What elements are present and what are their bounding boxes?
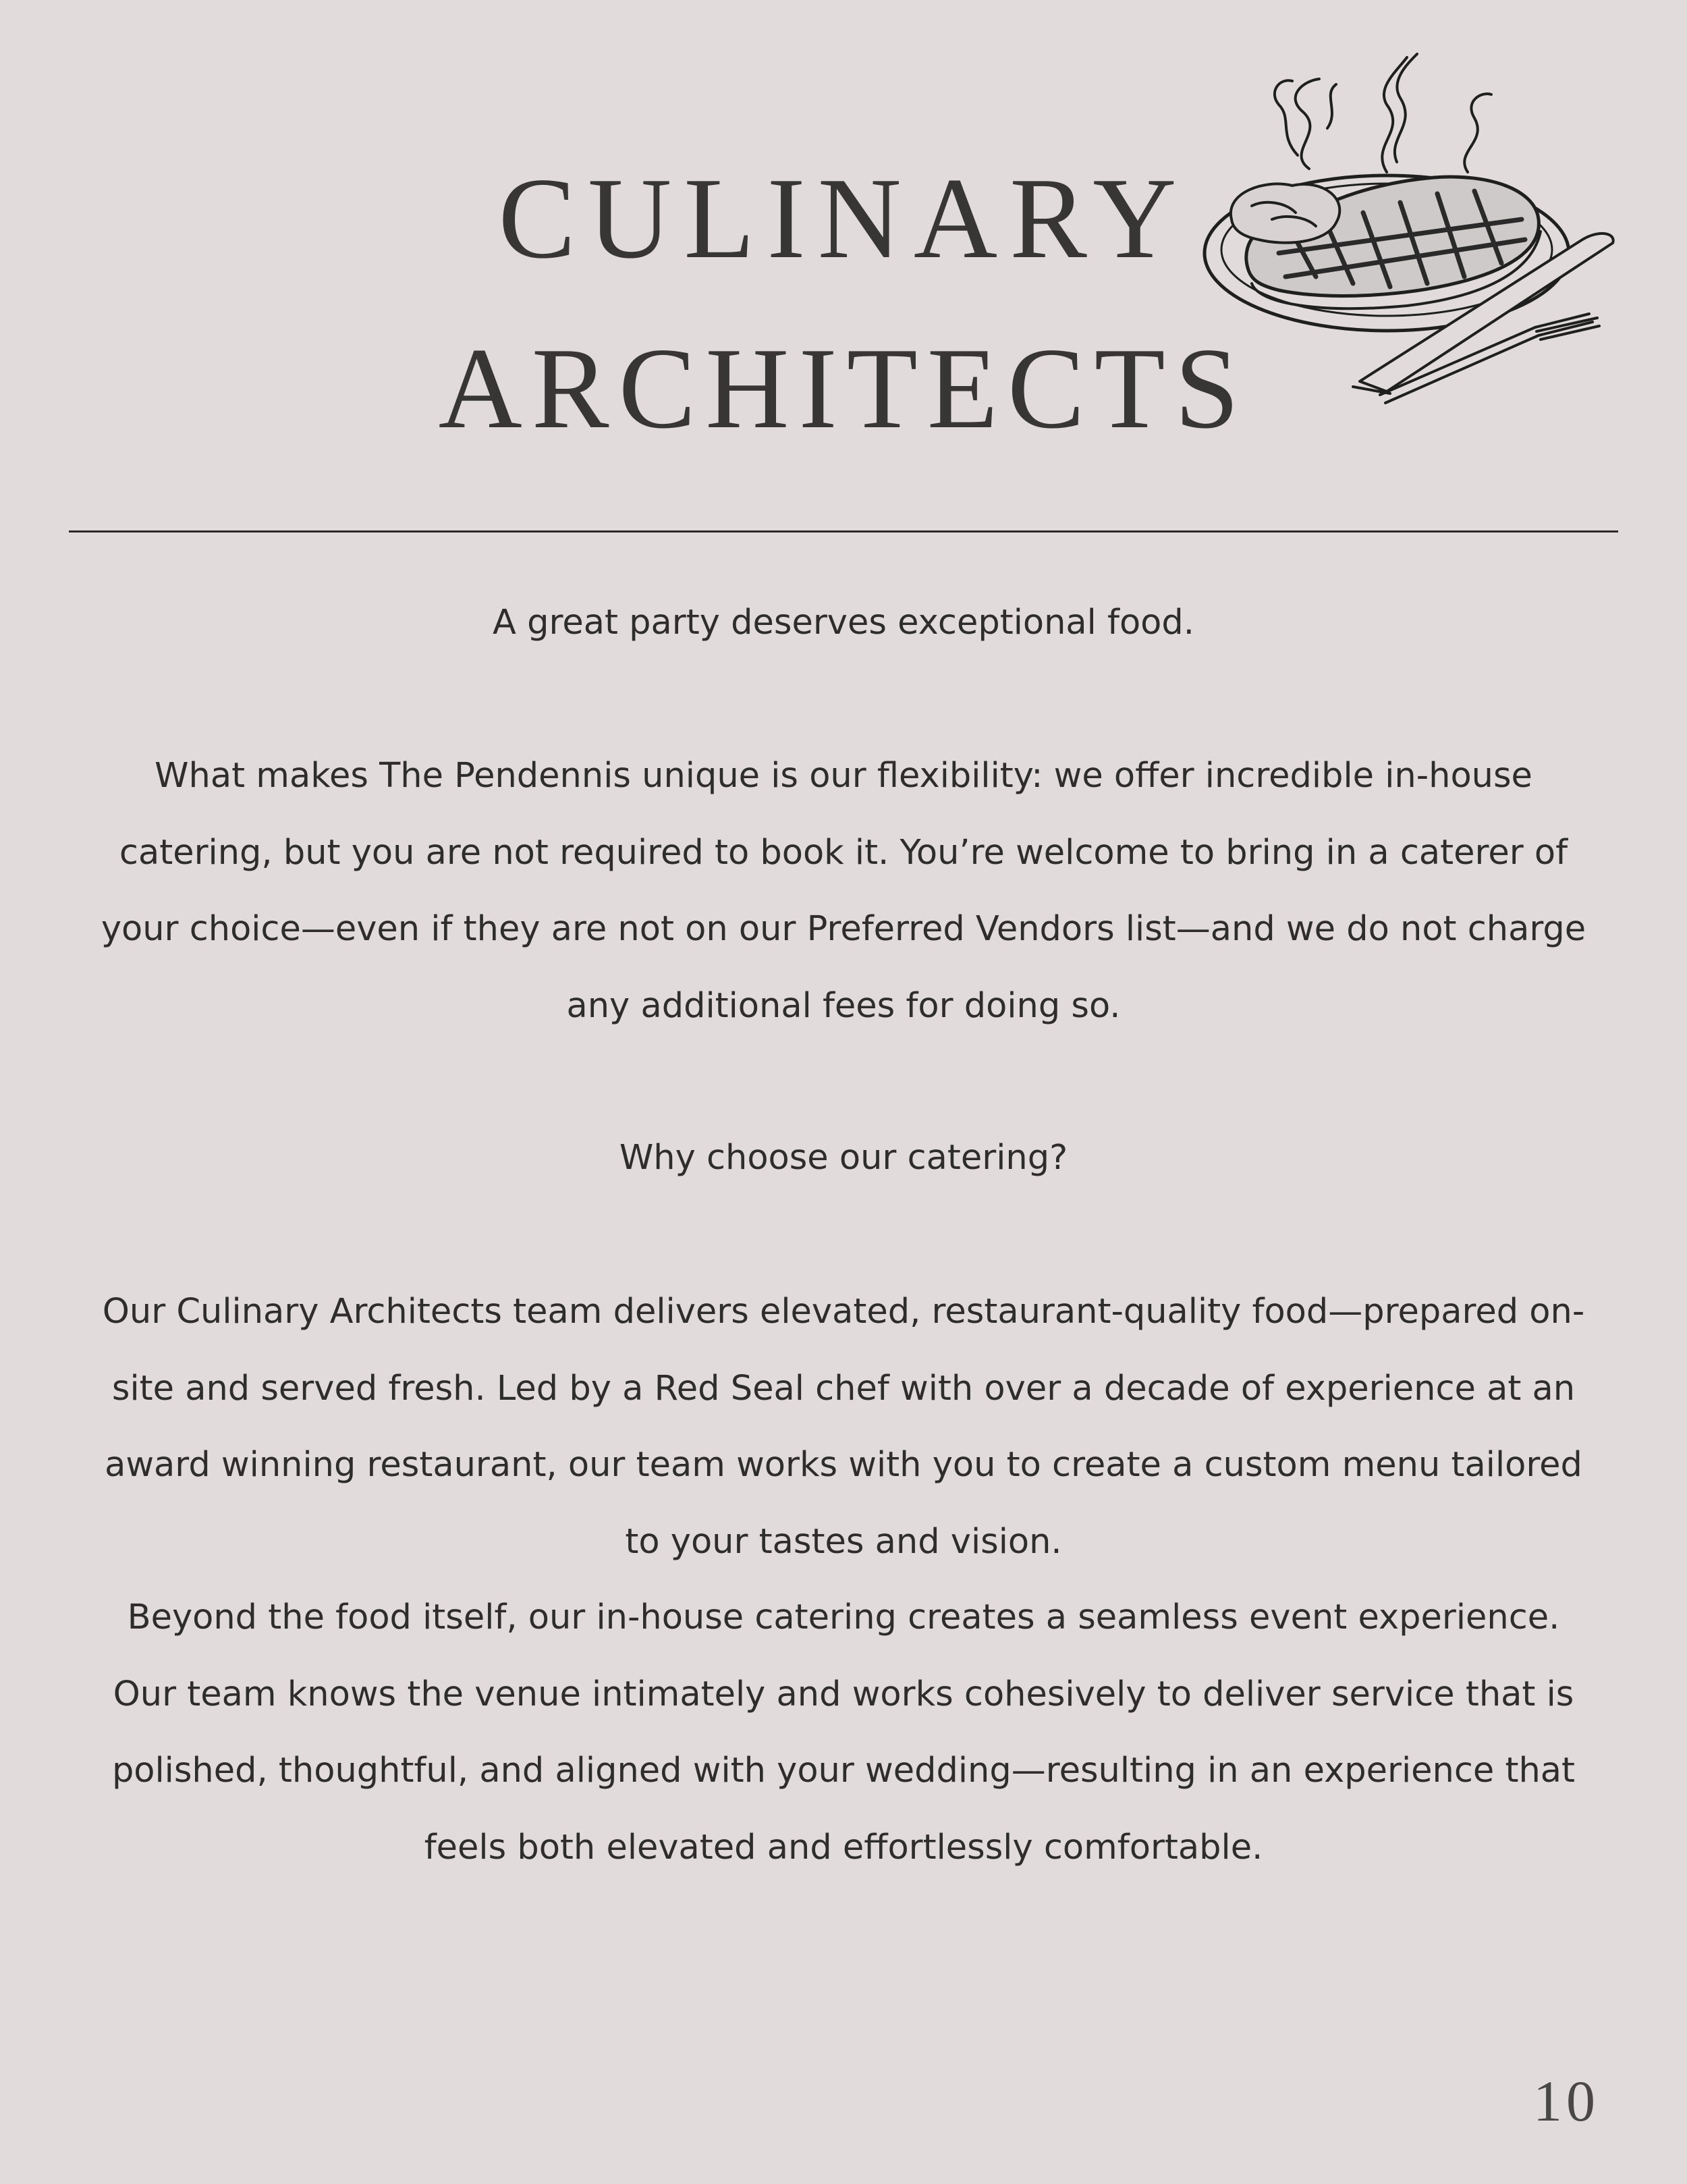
team-paragraph: Our Culinary Architects team delivers elevated, restaurant-quality food—prepared on-site and served fresh. Led by a Red Seal chef with over a decade of experience at an award winning restaurant, our team works with you to create a custom menu tailored to your tastes and vision. [102,1292,1585,1562]
steam-icon [1275,54,1491,172]
side-dish-icon [1231,184,1339,242]
page-title-line-2: ARCHITECTS [438,325,1249,453]
flexibility-paragraph: What makes The Pendennis unique is our flexibility: we offer incredible in-house catering, but you are not required to book it. You’re welcome to bring in a caterer of your choice—even if they are not on our Preferred Vendors list—and we do not charge any additional fees for doing so. [101,756,1586,1026]
intro-text: A great party deserves exceptional food. [493,603,1194,643]
page-title-line-1: CULINARY [498,155,1189,283]
page-number: 10 [1533,2069,1599,2133]
catering-question: Why choose our catering? [619,1138,1068,1178]
experience-paragraph: Beyond the food itself, our in-house catering creates a seamless event experience. Our team knows the venue intimately and works cohesively to deliver service that is polished, thoughtful, and aligned with your wedding—resulting in an experience that feels both elevated and effortlessly comfortable. [111,1598,1576,1867]
steak-dinner-plate-illustration [1184,17,1623,422]
section-divider [69,530,1618,533]
